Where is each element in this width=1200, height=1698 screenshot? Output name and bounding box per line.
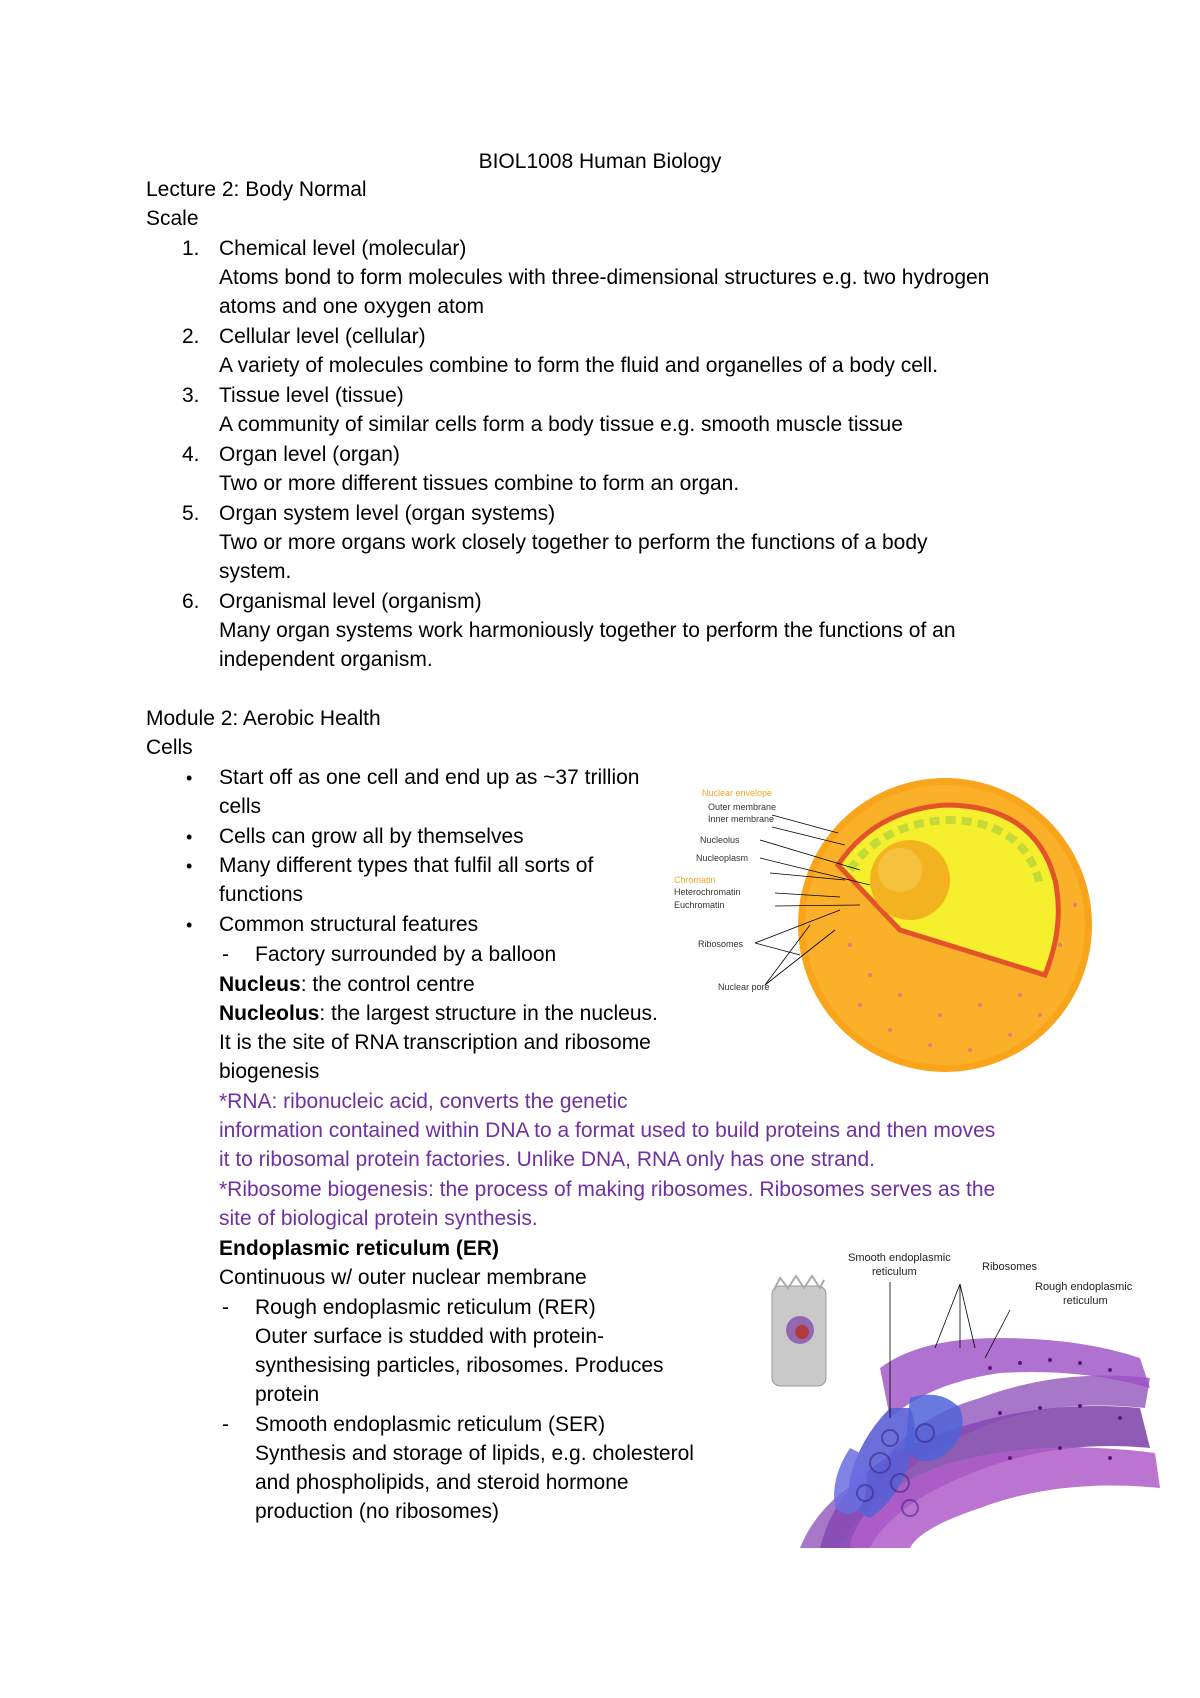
dash-marker: -: [222, 1413, 229, 1436]
level-desc: Two or more organs work closely together to perform the functions of a body: [219, 531, 928, 554]
label-ribosomes: Ribosomes: [698, 939, 744, 949]
label-smooth-er-1: Smooth endoplasmic: [848, 1252, 951, 1264]
bullet-text: Start off as one cell and end up as ~37 trillion: [219, 766, 640, 789]
level-desc: independent organism.: [219, 648, 433, 671]
er-heading: Endoplasmic reticulum (ER): [219, 1237, 500, 1260]
nucleus-line: [219, 971, 475, 999]
level-number: 2.: [182, 325, 200, 348]
level-title: Organ system level (organ systems): [219, 502, 556, 525]
bullet-text: Common structural features: [219, 913, 479, 936]
label-chromatin: Chromatin: [674, 875, 716, 885]
bullet-text: functions: [219, 883, 304, 906]
module-heading: Module 2: Aerobic Health: [146, 707, 381, 730]
label-outer-membrane: Outer membrane: [708, 802, 777, 812]
rer-title: Rough endoplasmic reticulum (RER): [255, 1296, 596, 1319]
note-line: information contained within DNA to a format used to build proteins and then moves: [219, 1119, 996, 1142]
dash-marker: -: [222, 1296, 229, 1319]
bullet-text: cells: [219, 795, 262, 818]
note-line: site of biological protein synthesis.: [219, 1207, 538, 1230]
label-nucleoplasm: Nucleoplasm: [696, 853, 749, 863]
level-title: Chemical level (molecular): [219, 237, 467, 260]
scale-heading: Scale: [146, 207, 199, 230]
page-title: BIOL1008 Human Biology: [478, 150, 722, 173]
nucleolus-text: biogenesis: [219, 1060, 320, 1083]
level-desc: Two or more different tissues combine to form an organ.: [219, 472, 740, 495]
label-smooth-er-2: reticulum: [872, 1266, 917, 1278]
nucleolus-term: Nucleolus: [219, 1002, 320, 1025]
label-inner-membrane: Inner membrane: [708, 814, 775, 824]
rer-desc: protein: [255, 1383, 320, 1406]
factory-text: Factory surrounded by a balloon: [255, 943, 557, 966]
level-number: 1.: [182, 237, 200, 260]
level-number: 6.: [182, 590, 200, 613]
bullet-marker: •: [186, 827, 193, 847]
ser-desc: and phospholipids, and steroid hormone: [255, 1471, 629, 1494]
note-line: *Ribosome biogenesis: the process of making ribosomes. Ribosomes serves as the: [219, 1178, 996, 1201]
nucleolus-line: [219, 1000, 658, 1028]
cell-thumbnail: [772, 1276, 826, 1386]
bullet-marker: •: [186, 768, 193, 788]
level-number: 5.: [182, 502, 200, 525]
level-desc: Many organ systems work harmoniously together to perform the functions of an: [219, 619, 956, 642]
level-desc: A community of similar cells form a body tissue e.g. smooth muscle tissue: [219, 413, 903, 436]
bullet-marker: •: [186, 856, 193, 876]
note-line: *RNA: ribonucleic acid, converts the genetic: [219, 1090, 628, 1113]
level-title: Cellular level (cellular): [219, 325, 426, 348]
er-desc: Continuous w/ outer nuclear membrane: [219, 1266, 587, 1289]
label-nucleolus: Nucleolus: [700, 835, 740, 845]
ser-desc: production (no ribosomes): [255, 1500, 499, 1523]
label-nuclear-envelope: Nuclear envelope: [702, 788, 773, 798]
rer-desc: Outer surface is studded with protein-: [255, 1325, 605, 1348]
bullet-marker: •: [186, 915, 193, 935]
level-desc: A variety of molecules combine to form the fluid and organelles of a body cell.: [219, 354, 939, 377]
ser-title: Smooth endoplasmic reticulum (SER): [255, 1413, 606, 1436]
label-nuclear-pore: Nuclear pore: [718, 982, 770, 992]
level-desc: atoms and one oxygen atom: [219, 295, 485, 318]
lecture-heading: Lecture 2: Body Normal: [146, 178, 367, 201]
label-ribosomes-er: Ribosomes: [982, 1261, 1038, 1273]
dash-marker: -: [222, 943, 229, 966]
nucleus-def: : the control centre: [300, 973, 475, 996]
ser-desc: Synthesis and storage of lipids, e.g. cholesterol: [255, 1442, 694, 1465]
label-heterochromatin: Heterochromatin: [674, 887, 741, 897]
bullet-text: Cells can grow all by themselves: [219, 825, 524, 848]
level-title: Organismal level (organism): [219, 590, 482, 613]
level-number: 4.: [182, 443, 200, 466]
rer-desc: synthesising particles, ribosomes. Produces: [255, 1354, 664, 1377]
cell-nucleus-diagram: [674, 775, 1100, 1075]
label-rough-er-2: reticulum: [1063, 1295, 1108, 1307]
level-desc: Atoms bond to form molecules with three-dimensional structures e.g. two hydrogen: [219, 266, 990, 289]
bullet-text: Many different types that fulfil all sorts of: [219, 854, 594, 877]
level-desc: system.: [219, 560, 292, 583]
nucleus-term: Nucleus: [219, 973, 301, 996]
label-euchromatin: Euchromatin: [674, 900, 725, 910]
er-diagram: [760, 1248, 1180, 1553]
nucleolus-text: It is the site of RNA transcription and ribosome: [219, 1031, 651, 1054]
level-title: Tissue level (tissue): [219, 384, 404, 407]
er-membranes: [800, 1338, 1160, 1548]
level-title: Organ level (organ): [219, 443, 400, 466]
level-number: 3.: [182, 384, 200, 407]
label-rough-er-1: Rough endoplasmic: [1035, 1281, 1133, 1293]
note-line: it to ribosomal protein factories. Unlike DNA, RNA only has one strand.: [219, 1148, 875, 1171]
nucleolus-def: : the largest structure in the nucleus.: [319, 1002, 658, 1025]
cells-heading: Cells: [146, 736, 193, 759]
